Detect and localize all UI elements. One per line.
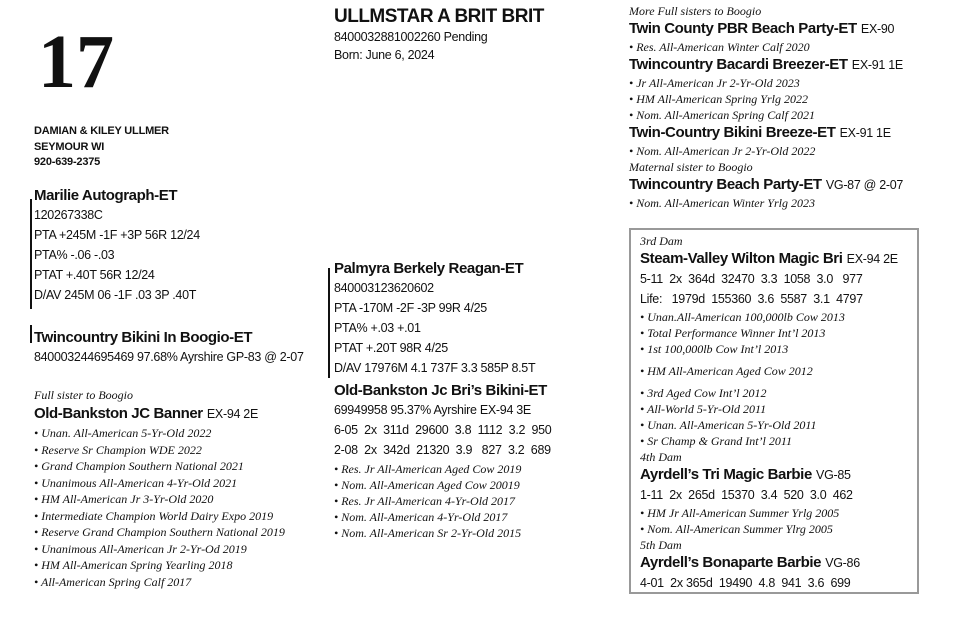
honor-item: • Unanimous All-American Jr 2-Yr-Od 2019 (34, 541, 247, 556)
honor-item: • Intermediate Champion World Dairy Expo 2019 (34, 508, 274, 523)
full-sister-name: Old-Bankston JC Banner (34, 405, 203, 422)
consignor-phone: 920-639-2375 (34, 156, 101, 168)
honor-item: • Nom. All-American Summer Ylrg 2005 (640, 522, 833, 536)
maternal-grandsire-block (334, 259, 535, 378)
honor-item: • HM Jr All-American Summer Yrlg 2005 (640, 506, 840, 520)
animal-name: ULLMSTAR A BRIT BRIT (334, 6, 544, 27)
fifth-dam-score: VG-86 (825, 556, 860, 570)
animal-reg: 8400032881002260 Pending (334, 30, 488, 44)
third-dam-score: EX-94 2E (846, 252, 898, 266)
sire-dav: D/AV 245M 06 -1F .03 3P .40T (34, 288, 197, 302)
dam-reg: 840003244695469 97.68% Ayrshire GP-83 @ 2-07 (34, 350, 304, 364)
more-sisters-heading: More Full sisters to Boogio (629, 4, 762, 18)
sister-score: EX-90 (860, 22, 895, 36)
third-dam-label: 3rd Dam (640, 234, 683, 248)
sire-bracket (30, 199, 32, 309)
more-sisters-block (629, 3, 903, 211)
fifth-dam-name: Ayrdell’s Bonaparte Barbie (640, 554, 822, 571)
maternal-sister-heading: Maternal sister to Boogio (629, 160, 753, 174)
honor-item: • Res. Jr All-American Aged Cow 2019 (334, 462, 522, 476)
dams-box-content (640, 233, 898, 593)
mgs-name: Palmyra Berkely Reagan-ET (334, 260, 524, 277)
fourth-dam-score: VG-85 (816, 468, 851, 482)
honor-item: • HM All-American Jr 3-Yr-Old 2020 (34, 492, 214, 506)
consignor-names: DAMIAN & KILEY ULLMER (34, 125, 169, 137)
sister-score: EX-91 1E (839, 126, 891, 140)
dam-bracket (30, 325, 32, 343)
honor-item: • Nom. All-American Jr 2-Yr-Old 2022 (629, 144, 816, 158)
sister-score: EX-91 1E (851, 58, 903, 72)
third-dam-record: Life: 1979d 155360 3.6 5587 3.1 4797 (640, 292, 863, 306)
fifth-dam-label: 5th Dam (640, 538, 682, 552)
third-dam-record: 5-11 2x 364d 32470 3.3 1058 3.0 977 (640, 272, 863, 286)
mgs-dav: D/AV 17976M 4.1 737F 3.3 585P 8.5T (334, 361, 536, 375)
honor-item: • Reserve Grand Champion Southern National 2019 (34, 525, 285, 539)
sire-pta-pct: PTA% -.06 -.03 (34, 248, 115, 262)
honor-item: • Sr Champ & Grand Int’l 2011 (640, 434, 792, 448)
mgs-pta-pct: PTA% +.03 +.01 (334, 321, 421, 335)
honor-item: • 3rd Aged Cow Int’l 2012 (640, 386, 767, 400)
mgs-reg: 840003123620602 (334, 281, 434, 295)
honor-item: • Total Performance Winner Int’l 2013 (640, 326, 826, 340)
granddam-honors (334, 461, 521, 541)
honor-item: • Unan.All-American 100,000lb Cow 2013 (640, 310, 845, 324)
fourth-dam-label: 4th Dam (640, 450, 682, 464)
granddam-name: Old-Bankston Jc Bri’s Bikini-ET (334, 382, 547, 399)
sire-reg: 120267338C (34, 208, 103, 222)
honor-item: • Jr All-American Jr 2-Yr-Old 2023 (629, 76, 800, 90)
lot-number: 17 (38, 20, 114, 104)
consignor-block (34, 124, 169, 171)
sire-block (34, 186, 200, 305)
sire-name: Marilie Autograph-ET (34, 187, 178, 204)
honor-item: • Unan. All-American 5-Yr-Old 2011 (640, 418, 817, 432)
sister-name: Twin-Country Bikini Breeze-ET (629, 124, 836, 141)
fourth-dam-name: Ayrdell’s Tri Magic Barbie (640, 466, 812, 483)
honor-item: • Nom. All-American 4-Yr-Old 2017 (334, 510, 508, 524)
honor-item: • Nom. All-American Sr 2-Yr-Old 2015 (334, 526, 522, 540)
honor-item: • 1st 100,000lb Cow Int’l 2013 (640, 342, 789, 356)
honor-item: • HM All-American Aged Cow 2012 (640, 364, 813, 378)
consignor-location: SEYMOUR WI (34, 140, 105, 153)
mgs-pta: PTA -170M -2F -3P 99R 4/25 (334, 301, 487, 315)
dam-block (34, 328, 304, 367)
granddam-record: 2-08 2x 342d 21320 3.9 827 3.2 689 (334, 443, 551, 457)
animal-block (334, 6, 544, 64)
honor-item: • HM All-American Spring Yearling 2018 (34, 558, 233, 572)
granddam-block (334, 381, 551, 460)
full-sister-heading: Full sister to Boogio (34, 388, 133, 402)
sister-name: Twincountry Bacardi Breezer-ET (629, 56, 848, 73)
mgs-ptat: PTAT +.20T 98R 4/25 (334, 341, 448, 355)
fourth-dam-record: 1-11 2x 265d 15370 3.4 520 3.0 462 (640, 488, 853, 502)
honor-item: • Unan. All-American 5-Yr-Old 2022 (34, 426, 212, 440)
maternal-sister-score: VG-87 @ 2-07 (825, 178, 904, 192)
sire-pta: PTA +245M -1F +3P 56R 12/24 (34, 228, 200, 242)
granddam-record: 6-05 2x 311d 29600 3.8 1112 3.2 950 (334, 423, 552, 437)
honor-item: • All-World 5-Yr-Old 2011 (640, 402, 767, 416)
honor-item: • Res. Jr All-American 4-Yr-Old 2017 (334, 494, 516, 508)
full-sister-block (34, 387, 285, 590)
granddam-reg: 69949958 95.37% Ayrshire EX-94 3E (334, 403, 531, 417)
honor-item: • Reserve Sr Champion WDE 2022 (34, 442, 202, 457)
honor-item: • Res. All-American Winter Calf 2020 (629, 40, 810, 54)
mgs-bracket (328, 268, 330, 378)
honor-item: • Nom. All-American Aged Cow 20019 (334, 478, 520, 492)
fifth-dam-record: 4-01 2x 365d 19490 4.8 941 3.6 699 (640, 576, 851, 590)
honor-item: • Grand Champion Southern National 2021 (34, 459, 244, 473)
animal-born: Born: June 6, 2024 (334, 48, 435, 62)
honor-item: • Nom. All-American Winter Yrlg 2023 (629, 196, 815, 210)
maternal-sister-name: Twincountry Beach Party-ET (629, 176, 822, 193)
honor-item: • Unanimous All-American 4-Yr-Old 2021 (34, 475, 238, 490)
honor-item: • Nom. All-American Spring Calf 2021 (629, 108, 815, 122)
third-dam-name: Steam-Valley Wilton Magic Bri (640, 250, 843, 267)
dam-name: Twincountry Bikini In Boogio-ET (34, 329, 253, 346)
honor-item: • HM All-American Spring Yrlg 2022 (629, 92, 808, 106)
honor-item: • All-American Spring Calf 2017 (34, 574, 192, 589)
sister-name: Twin County PBR Beach Party-ET (629, 20, 857, 37)
sire-ptat: PTAT +.40T 56R 12/24 (34, 268, 155, 282)
full-sister-score: EX-94 2E (206, 407, 258, 421)
